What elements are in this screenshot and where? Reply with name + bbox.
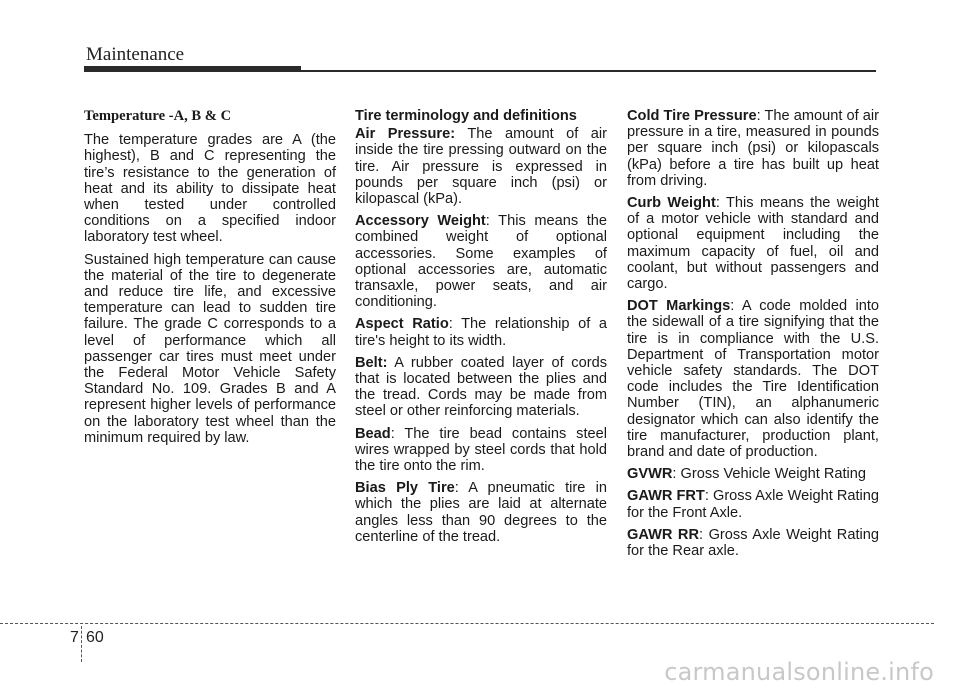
term-definition: The amount of air inside the tire pressing outward on the tire. Air pressure is expressed in pounds per square inch (psi) or kilopascal (kPa). <box>355 126 607 208</box>
term-label: GVWR <box>627 466 673 483</box>
term-definition: : This means the combined weight of optional accessories. Some examples of optional accessories are, automatic transaxle, power seats, and air conditioning. <box>355 213 607 311</box>
definition-gawr-rr <box>627 527 879 559</box>
term-label: GAWR FRT <box>627 488 705 505</box>
definition-aspect-ratio <box>355 316 607 348</box>
term-definition: A rubber coated layer of cords that is located between the plies and the tread. Cords may be made from steel or other reinforcing materials. <box>355 354 607 420</box>
terminology-heading: Tire terminology and definitions <box>355 108 577 124</box>
footer-dashed-rule <box>0 623 934 624</box>
header-rule-thick <box>84 66 301 72</box>
definition-bead <box>355 426 607 475</box>
definition-cold-tire-pressure <box>627 108 879 189</box>
term-label: Air Pressure: <box>355 126 456 143</box>
term-definition: : The amount of air pressure in a tire, measured in pounds per square inch (psi) or kilopascals (kPa) before a tire has built up heat from driving. <box>627 108 879 189</box>
term-label: GAWR RR <box>627 526 699 543</box>
definition-belt <box>355 355 607 420</box>
definition-accessory-weight <box>355 213 607 310</box>
term-label: Bead <box>355 425 391 442</box>
definition-air-pressure <box>355 126 607 207</box>
term-definition: : Gross Axle Weight Rating for the Front Axle. <box>627 488 880 521</box>
term-label: Aspect Ratio <box>355 316 449 333</box>
term-definition: : A code molded into the sidewall of a tire signifying that the tire is in compliance with the U.S. Department of Transportation motor vehicle safety standards. The DOT code includes the Tire Identification Number (TIN), an alphanumeric designator which can also identify the tire manufacturer, production plant, brand and date of production. <box>627 298 880 461</box>
definition-dot-markings <box>627 298 879 460</box>
term-label: Belt: <box>355 354 388 371</box>
term-label: Accessory Weight <box>355 213 486 230</box>
term-definition: : The tire bead contains steel wires wrapped by steel cords that hold the tire onto the rim. <box>355 425 607 475</box>
temperature-paragraph-1: The temperature grades are A (the highest), B and C representing the tire’s resistance to the generation of heat and its ability to dissipate heat when tested under controlled conditions on a specified indoor laboratory test wheel. <box>84 132 336 246</box>
definition-gawr-frt <box>627 488 879 520</box>
column-left <box>84 108 336 452</box>
term-definition: : This means the weight of a motor vehicle with standard and optional equipment including the maximum capacity of fuel, oil and coolant, but without passengers and cargo. <box>627 195 879 293</box>
temperature-heading: Temperature -A, B & C <box>84 108 232 124</box>
footer-section-number: 7 <box>70 629 79 646</box>
term-definition: : Gross Axle Weight Rating for the Rear axle. <box>627 526 879 560</box>
footer-page-divider <box>81 626 82 662</box>
definition-bias-ply-tire <box>355 480 607 545</box>
page-header-title: Maintenance <box>86 44 185 65</box>
term-label: DOT Markings <box>627 298 731 315</box>
term-definition: : Gross Vehicle Weight Rating <box>672 466 867 483</box>
temperature-paragraph-2: Sustained high temperature can cause the material of the tire to degenerate and reduce tire life, and excessive temperature can lead to sudden tire failure. The grade C corresponds to a level of performance which all passenger car tires must meet under the Federal Motor Vehicle Safety Standard No. 109. Grades B and A represent higher levels of performance on the laboratory test wheel than the minimum required by law. <box>84 251 336 446</box>
term-definition: : The relationship of a tire's height to its width. <box>355 316 607 349</box>
definition-gvwr <box>627 466 879 482</box>
term-label: Cold Tire Pressure <box>627 108 757 124</box>
footer-page-number: 60 <box>86 629 104 646</box>
column-right <box>627 108 879 565</box>
watermark-text: carmanualsonline.info <box>664 658 934 686</box>
term-label: Bias Ply Tire <box>355 480 455 497</box>
term-definition: : A pneumatic tire in which the plies are laid at alternate angles less than 90 degrees to the centerline of the tread. <box>355 480 607 545</box>
column-middle <box>355 108 607 551</box>
definition-curb-weight <box>627 195 879 292</box>
term-label: Curb Weight <box>627 195 716 212</box>
header-rule-thin <box>301 70 876 72</box>
